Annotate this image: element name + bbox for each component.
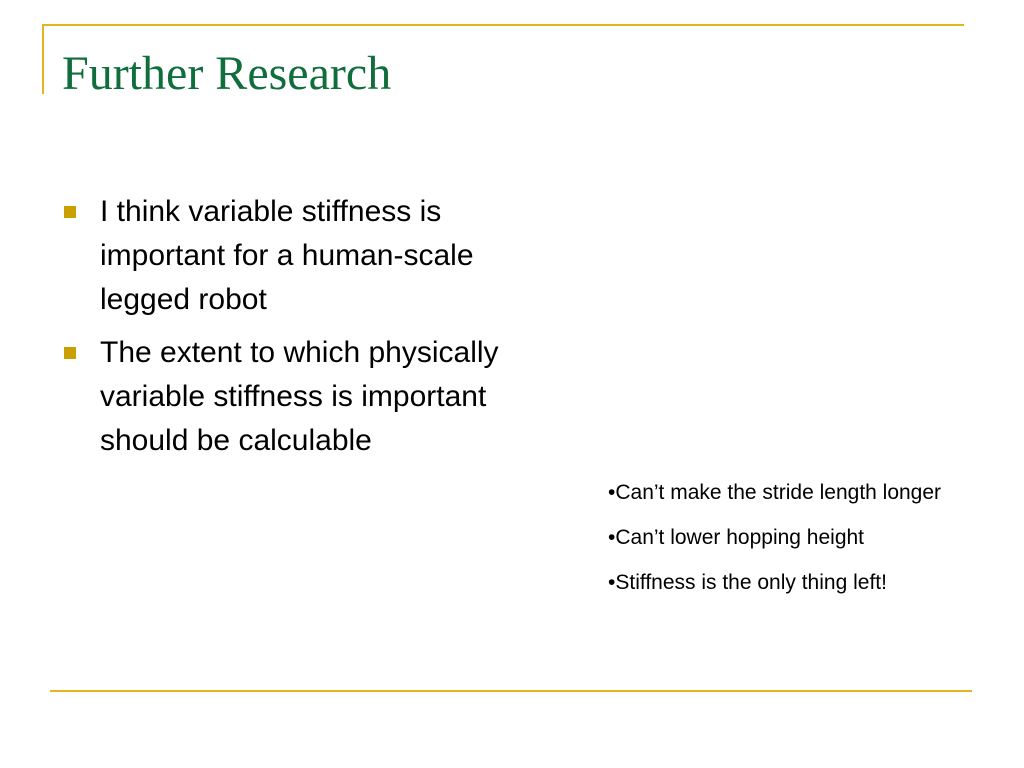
bullet-list [62, 190, 512, 472]
side-note: •Can’t make the stride length longer [608, 481, 942, 504]
bullet-item [62, 190, 512, 322]
bullet-item [62, 331, 512, 463]
bullet-text: I think variable stiffness is important for a human-scale legged robot [100, 195, 474, 316]
frame-bottom-line [50, 690, 972, 692]
side-notes [608, 478, 953, 613]
square-bullet-icon [64, 347, 76, 359]
bullet-text: The extent to which physically variable stiffness is important should be calculable [100, 336, 499, 457]
slide-title: Further Research [62, 47, 392, 100]
side-note: •Stiffness is the only thing left! [608, 571, 887, 594]
square-bullet-icon [64, 206, 76, 218]
frame-left-line [42, 24, 44, 94]
frame-top-line [42, 24, 964, 26]
side-note: •Can’t lower hopping height [608, 526, 865, 549]
